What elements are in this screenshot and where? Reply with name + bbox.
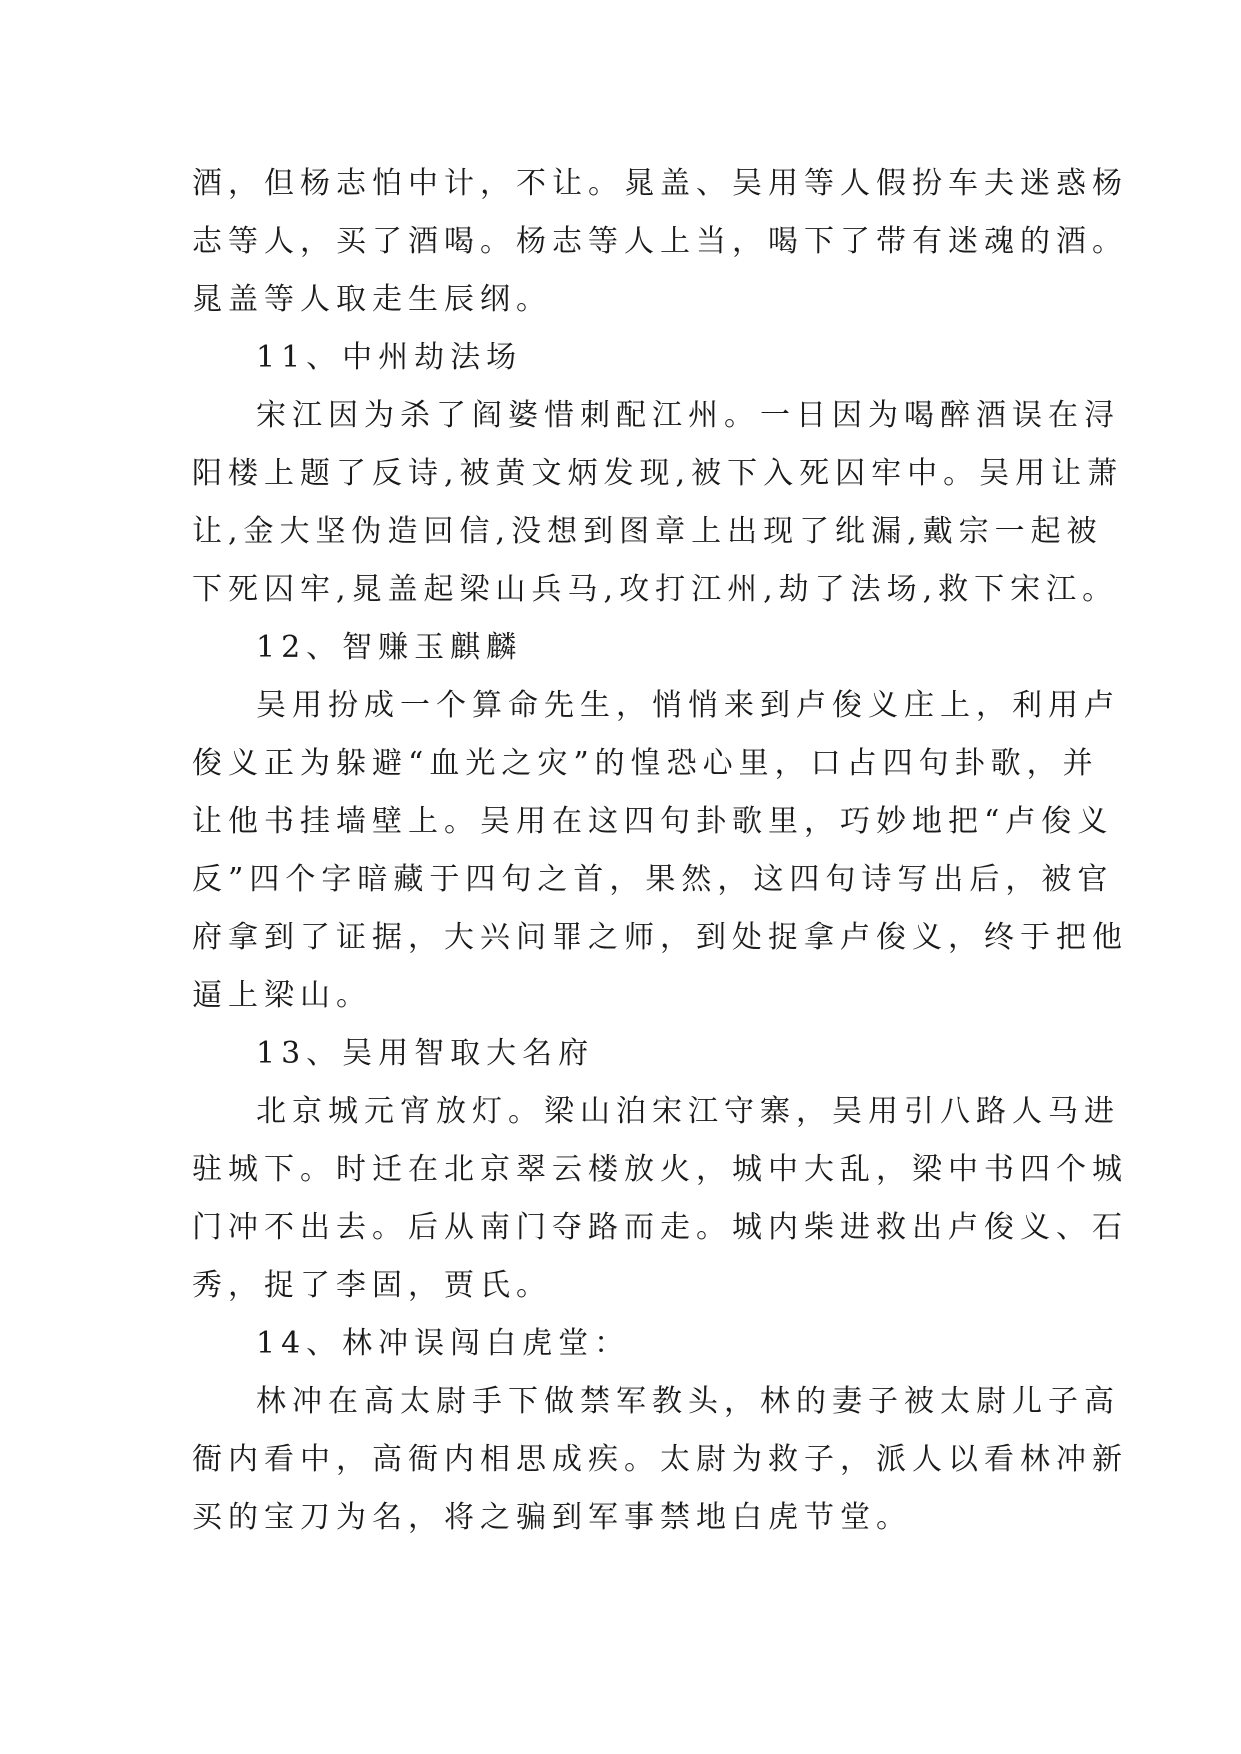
- text-line: 让,金大坚伪造回信,没想到图章上出现了纰漏,戴宗一起被: [192, 514, 1103, 549]
- text-line: 志等人，买了酒喝。杨志等人上当，喝下了带有迷魂的酒。: [192, 224, 1128, 259]
- heading-line: 13、吴用智取大名府: [256, 1036, 595, 1071]
- text-line: 阳楼上题了反诗,被黄文炳发现,被下入死囚牢中。吴用让萧: [192, 456, 1124, 491]
- text-line: 北京城元宵放灯。梁山泊宋江守寨，吴用引八路人马进: [256, 1094, 1120, 1129]
- paragraph-body: [192, 155, 1128, 329]
- paragraph-body: [192, 1373, 1128, 1547]
- document-body: [192, 155, 1128, 1547]
- text-line: 门冲不出去。后从南门夺路而走。城内柴进救出卢俊义、石: [192, 1210, 1128, 1245]
- text-line: 酒，但杨志怕中计，不让。晁盖、吴用等人假扮车夫迷惑杨: [192, 166, 1128, 201]
- text-line: 逼上梁山。: [192, 978, 372, 1013]
- heading-line: 14、林冲误闯白虎堂：: [256, 1326, 631, 1361]
- text-line: 驻城下。时迁在北京翠云楼放火，城中大乱，梁中书四个城: [192, 1152, 1128, 1187]
- text-line: 秀，捉了李固，贾氏。: [192, 1268, 552, 1303]
- section-heading: [192, 329, 1057, 387]
- heading-line: 11、中州劫法场: [256, 340, 523, 375]
- section-heading: [192, 1025, 1057, 1083]
- paragraph-body: [192, 1083, 1128, 1315]
- section-heading: [192, 1315, 1057, 1373]
- paragraph-body: [192, 387, 1124, 619]
- text-line: 买的宝刀为名，将之骗到军事禁地白虎节堂。: [192, 1500, 912, 1535]
- text-line: 下死囚牢,晁盖起梁山兵马,攻打江州,劫了法场,救下宋江。: [192, 572, 1119, 607]
- heading-line: 12、智赚玉麒麟: [256, 630, 523, 665]
- text-line: 晁盖等人取走生辰纲。: [192, 282, 552, 317]
- paragraph-body: [192, 677, 1128, 1025]
- text-line: 林冲在高太尉手下做禁军教头，林的妻子被太尉儿子高: [256, 1384, 1120, 1419]
- text-line: 吴用扮成一个算命先生，悄悄来到卢俊义庄上，利用卢: [256, 688, 1120, 723]
- text-line: 宋江因为杀了阎婆惜刺配江州。一日因为喝醉酒误在浔: [256, 398, 1120, 433]
- text-line: 府拿到了证据，大兴问罪之师，到处捉拿卢俊义，终于把他: [192, 920, 1128, 955]
- text-line: 让他书挂墙壁上。吴用在这四句卦歌里，巧妙地把“卢俊义: [192, 804, 1114, 839]
- text-line: 反”四个字暗藏于四句之首，果然，这四句诗写出后，被官: [192, 862, 1114, 897]
- section-heading: [192, 619, 1057, 677]
- text-line: 衙内看中，高衙内相思成疾。太尉为救子，派人以看林冲新: [192, 1442, 1128, 1477]
- text-line: 俊义正为躲避“血光之灾”的惶恐心里，口占四句卦歌，并: [192, 746, 1099, 781]
